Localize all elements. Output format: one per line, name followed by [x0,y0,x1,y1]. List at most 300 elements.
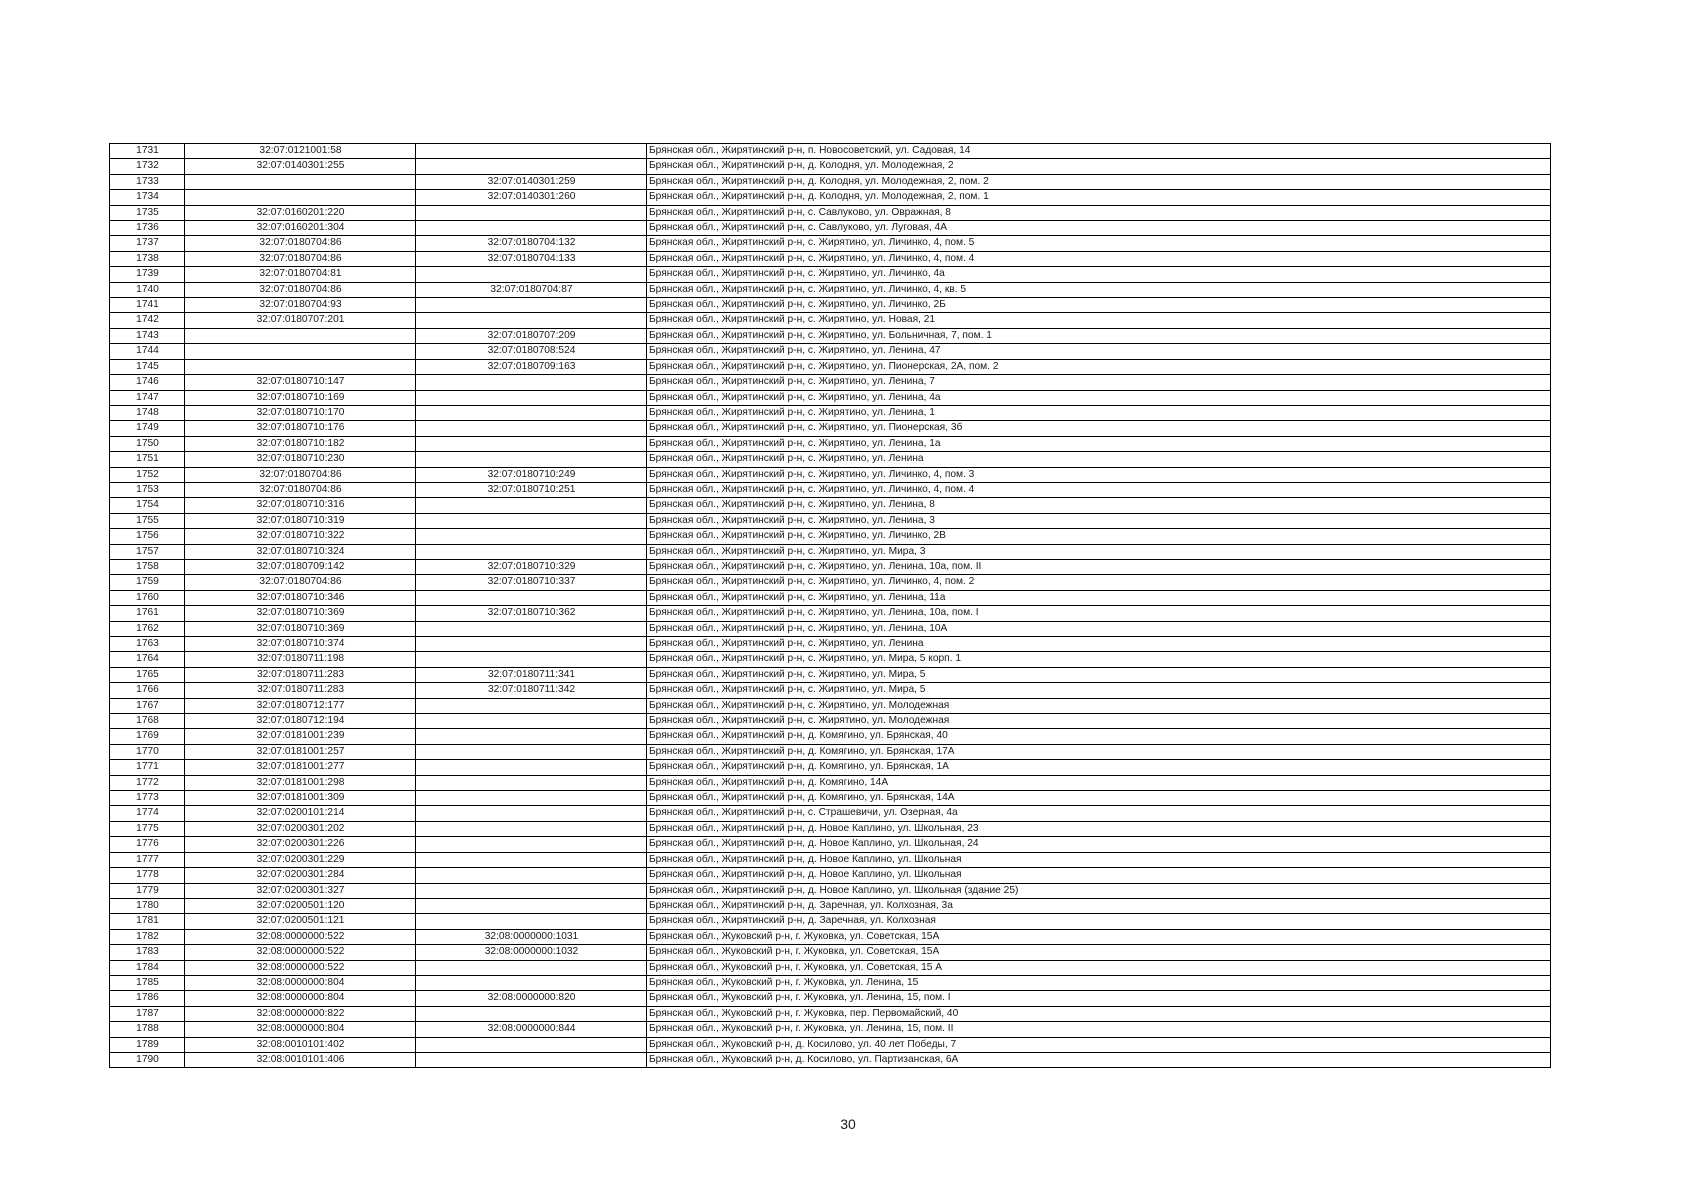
cadastral-number-cell: 32:07:0181001:298 [185,775,416,790]
address-cell: Брянская обл., Жирятинский р-н, с. Жирятино, ул. Личинко, 4, пом. 4 [647,482,1551,497]
address-cell: Брянская обл., Жирятинский р-н, с. Жирятино, ул. Ленина, 7 [647,375,1551,390]
row-number-cell: 1768 [110,714,185,729]
row-number-cell: 1789 [110,1037,185,1052]
cadastral-number-cell: 32:07:0180712:177 [185,698,416,713]
row-number-cell: 1734 [110,190,185,205]
sub-cadastral-number-cell [416,806,647,821]
address-cell: Брянская обл., Жирятинский р-н, с. Жирятино, ул. Личинко, 4, кв. 5 [647,282,1551,297]
cadastral-number-cell: 32:07:0200301:284 [185,868,416,883]
row-number-cell: 1773 [110,791,185,806]
table-row [110,544,1551,559]
address-cell: Брянская обл., Жуковский р-н, д. Косилово, ул. 40 лет Победы, 7 [647,1037,1551,1052]
table-row [110,606,1551,621]
cadastral-number-cell: 32:07:0160201:304 [185,221,416,236]
row-number-cell: 1767 [110,698,185,713]
address-cell: Брянская обл., Жирятинский р-н, с. Жирятино, ул. Ленина, 10а, пом. II [647,559,1551,574]
address-cell: Брянская обл., Жирятинский р-н, с. Жирятино, ул. Мира, 3 [647,544,1551,559]
sub-cadastral-number-cell [416,529,647,544]
address-cell: Брянская обл., Жирятинский р-н, с. Жирятино, ул. Больничная, 7, пом. 1 [647,328,1551,343]
cadastral-number-cell: 32:07:0180710:374 [185,637,416,652]
registry-table [109,143,1551,1068]
table-row [110,929,1551,944]
cadastral-number-cell: 32:07:0180711:198 [185,652,416,667]
address-cell: Брянская обл., Жирятинский р-н, с. Жирятино, ул. Ленина, 8 [647,498,1551,513]
table-row [110,190,1551,205]
table-row [110,975,1551,990]
table-row [110,344,1551,359]
row-number-cell: 1737 [110,236,185,251]
row-number-cell: 1761 [110,606,185,621]
cadastral-number-cell: 32:07:0180710:169 [185,390,416,405]
table-row [110,991,1551,1006]
row-number-cell: 1774 [110,806,185,821]
row-number-cell: 1786 [110,991,185,1006]
table-row [110,452,1551,467]
cadastral-number-cell: 32:07:0180710:182 [185,436,416,451]
address-cell: Брянская обл., Жирятинский р-н, с. Жирятино, ул. Новая, 21 [647,313,1551,328]
table-row [110,821,1551,836]
cadastral-number-cell: 32:07:0180710:369 [185,621,416,636]
sub-cadastral-number-cell [416,975,647,990]
cadastral-number-cell: 32:07:0200501:120 [185,898,416,913]
row-number-cell: 1751 [110,452,185,467]
table-row [110,144,1551,159]
row-number-cell: 1785 [110,975,185,990]
table-row [110,683,1551,698]
cadastral-number-cell: 32:07:0180710:170 [185,405,416,420]
row-number-cell: 1776 [110,837,185,852]
cadastral-number-cell: 32:08:0010101:406 [185,1052,416,1067]
row-number-cell: 1787 [110,1006,185,1021]
table-row [110,421,1551,436]
address-cell: Брянская обл., Жуковский р-н, д. Косилово, ул. Партизанская, 6А [647,1052,1551,1067]
sub-cadastral-number-cell: 32:07:0180710:337 [416,575,647,590]
address-cell: Брянская обл., Жирятинский р-н, п. Новосоветский, ул. Садовая, 14 [647,144,1551,159]
sub-cadastral-number-cell: 32:07:0180710:362 [416,606,647,621]
row-number-cell: 1763 [110,637,185,652]
row-number-cell: 1769 [110,729,185,744]
row-number-cell: 1752 [110,467,185,482]
address-cell: Брянская обл., Жирятинский р-н, д. Комягино, ул. Брянская, 1А [647,760,1551,775]
row-number-cell: 1739 [110,267,185,282]
address-cell: Брянская обл., Жирятинский р-н, с. Жирятино, ул. Личинко, 4, пом. 3 [647,467,1551,482]
table-row [110,529,1551,544]
address-cell: Брянская обл., Жирятинский р-н, с. Жирятино, ул. Личинко, 2Б [647,298,1551,313]
table-row [110,883,1551,898]
cadastral-number-cell: 32:07:0180710:147 [185,375,416,390]
sub-cadastral-number-cell [416,637,647,652]
sub-cadastral-number-cell [416,760,647,775]
table-row [110,714,1551,729]
sub-cadastral-number-cell [416,590,647,605]
cadastral-number-cell: 32:07:0180710:230 [185,452,416,467]
address-cell: Брянская обл., Жирятинский р-н, с. Жирятино, ул. Ленина, 1 [647,405,1551,420]
table-row [110,313,1551,328]
table-row [110,791,1551,806]
table-row [110,667,1551,682]
address-cell: Брянская обл., Жирятинский р-н, с. Савлуково, ул. Луговая, 4А [647,221,1551,236]
sub-cadastral-number-cell [416,729,647,744]
cadastral-number-cell: 32:07:0181001:239 [185,729,416,744]
sub-cadastral-number-cell [416,714,647,729]
row-number-cell: 1777 [110,852,185,867]
cadastral-number-cell: 32:07:0200501:121 [185,914,416,929]
sub-cadastral-number-cell [416,652,647,667]
row-number-cell: 1783 [110,945,185,960]
address-cell: Брянская обл., Жирятинский р-н, с. Жирятино, ул. Мира, 5 [647,667,1551,682]
table-row [110,298,1551,313]
table-row [110,590,1551,605]
address-cell: Брянская обл., Жирятинский р-н, с. Жирятино, ул. Ленина, 11а [647,590,1551,605]
table-row [110,852,1551,867]
cadastral-number-cell: 32:08:0000000:804 [185,991,416,1006]
sub-cadastral-number-cell [416,1006,647,1021]
table-row [110,806,1551,821]
table-row [110,652,1551,667]
address-cell: Брянская обл., Жирятинский р-н, с. Жирятино, ул. Мира, 5 корп. 1 [647,652,1551,667]
cadastral-number-cell: 32:07:0180704:86 [185,467,416,482]
table-row [110,159,1551,174]
address-cell: Брянская обл., Жирятинский р-н, с. Жирятино, ул. Ленина, 4а [647,390,1551,405]
sub-cadastral-number-cell: 32:07:0180710:329 [416,559,647,574]
table-row [110,482,1551,497]
address-cell: Брянская обл., Жуковский р-н, г. Жуковка, ул. Советская, 15 А [647,960,1551,975]
page-number: 30 [840,1116,856,1132]
table-row [110,390,1551,405]
cadastral-number-cell: 32:07:0180709:142 [185,559,416,574]
row-number-cell: 1775 [110,821,185,836]
table-row [110,945,1551,960]
row-number-cell: 1755 [110,513,185,528]
sub-cadastral-number-cell [416,452,647,467]
table-row [110,282,1551,297]
table-row [110,837,1551,852]
row-number-cell: 1758 [110,559,185,574]
sub-cadastral-number-cell: 32:07:0180710:251 [416,482,647,497]
table-row [110,236,1551,251]
cadastral-number-cell: 32:07:0180710:319 [185,513,416,528]
table-row [110,467,1551,482]
cadastral-number-cell: 32:07:0180710:176 [185,421,416,436]
table-row [110,960,1551,975]
cadastral-number-cell: 32:07:0180704:86 [185,482,416,497]
cadastral-number-cell: 32:07:0180710:324 [185,544,416,559]
sub-cadastral-number-cell [416,852,647,867]
cadastral-number-cell: 32:07:0140301:255 [185,159,416,174]
sub-cadastral-number-cell [416,144,647,159]
row-number-cell: 1771 [110,760,185,775]
table-row [110,775,1551,790]
row-number-cell: 1746 [110,375,185,390]
table-row [110,868,1551,883]
cadastral-number-cell: 32:07:0181001:277 [185,760,416,775]
address-cell: Брянская обл., Жирятинский р-н, с. Жирятино, ул. Личинко, 2В [647,529,1551,544]
sub-cadastral-number-cell [416,436,647,451]
row-number-cell: 1779 [110,883,185,898]
address-cell: Брянская обл., Жирятинский р-н, д. Новое Каплино, ул. Школьная (здание 25) [647,883,1551,898]
cadastral-number-cell: 32:07:0180711:283 [185,683,416,698]
sub-cadastral-number-cell [416,883,647,898]
sub-cadastral-number-cell [416,267,647,282]
cadastral-number-cell [185,174,416,189]
registry-table-body [110,144,1551,1068]
address-cell: Брянская обл., Жирятинский р-н, д. Новое Каплино, ул. Школьная [647,868,1551,883]
sub-cadastral-number-cell [416,205,647,220]
table-row [110,251,1551,266]
sub-cadastral-number-cell [416,1037,647,1052]
table-row [110,205,1551,220]
sub-cadastral-number-cell [416,914,647,929]
table-row [110,498,1551,513]
cadastral-number-cell: 32:07:0160201:220 [185,205,416,220]
row-number-cell: 1772 [110,775,185,790]
address-cell: Брянская обл., Жирятинский р-н, д. Комягино, ул. Брянская, 17А [647,744,1551,759]
cadastral-number-cell: 32:07:0200101:214 [185,806,416,821]
row-number-cell: 1733 [110,174,185,189]
sub-cadastral-number-cell: 32:07:0180711:342 [416,683,647,698]
cadastral-number-cell: 32:08:0010101:402 [185,1037,416,1052]
address-cell: Брянская обл., Жирятинский р-н, с. Жирятино, ул. Ленина [647,452,1551,467]
table-row [110,914,1551,929]
row-number-cell: 1784 [110,960,185,975]
cadastral-number-cell: 32:07:0200301:229 [185,852,416,867]
table-row [110,1006,1551,1021]
cadastral-number-cell: 32:08:0000000:522 [185,929,416,944]
address-cell: Брянская обл., Жирятинский р-н, с. Страшевичи, ул. Озерная, 4а [647,806,1551,821]
sub-cadastral-number-cell [416,821,647,836]
sub-cadastral-number-cell: 32:07:0180707:209 [416,328,647,343]
address-cell: Брянская обл., Жирятинский р-н, с. Жирятино, ул. Молодежная [647,698,1551,713]
row-number-cell: 1749 [110,421,185,436]
cadastral-number-cell [185,359,416,374]
cadastral-number-cell: 32:07:0200301:202 [185,821,416,836]
sub-cadastral-number-cell [416,375,647,390]
cadastral-number-cell: 32:08:0000000:822 [185,1006,416,1021]
sub-cadastral-number-cell [416,837,647,852]
sub-cadastral-number-cell [416,1052,647,1067]
table-row [110,1037,1551,1052]
sub-cadastral-number-cell: 32:07:0140301:260 [416,190,647,205]
row-number-cell: 1759 [110,575,185,590]
sub-cadastral-number-cell [416,698,647,713]
cadastral-number-cell: 32:07:0180704:86 [185,575,416,590]
row-number-cell: 1742 [110,313,185,328]
cadastral-number-cell: 32:07:0181001:309 [185,791,416,806]
cadastral-number-cell: 32:07:0180704:86 [185,282,416,297]
address-cell: Брянская обл., Жирятинский р-н, с. Жирятино, ул. Ленина, 3 [647,513,1551,528]
cadastral-number-cell: 32:08:0000000:522 [185,945,416,960]
address-cell: Брянская обл., Жирятинский р-н, д. Комягино, ул. Брянская, 40 [647,729,1551,744]
address-cell: Брянская обл., Жуковский р-н, г. Жуковка, ул. Ленина, 15 [647,975,1551,990]
cadastral-number-cell: 32:07:0180704:81 [185,267,416,282]
row-number-cell: 1745 [110,359,185,374]
table-row [110,637,1551,652]
table-row [110,359,1551,374]
row-number-cell: 1760 [110,590,185,605]
table-row [110,621,1551,636]
table-row [110,221,1551,236]
address-cell: Брянская обл., Жирятинский р-н, д. Комягино, ул. Брянская, 14А [647,791,1551,806]
table-row [110,436,1551,451]
table-row [110,760,1551,775]
address-cell: Брянская обл., Жирятинский р-н, с. Жирятино, ул. Ленина, 10а, пом. I [647,606,1551,621]
sub-cadastral-number-cell: 32:07:0140301:259 [416,174,647,189]
row-number-cell: 1765 [110,667,185,682]
sub-cadastral-number-cell [416,221,647,236]
cadastral-number-cell: 32:07:0180712:194 [185,714,416,729]
sub-cadastral-number-cell [416,868,647,883]
row-number-cell: 1788 [110,1022,185,1037]
cadastral-number-cell: 32:07:0180710:316 [185,498,416,513]
table-row [110,174,1551,189]
address-cell: Брянская обл., Жирятинский р-н, с. Жирятино, ул. Пионерская, 2А, пом. 2 [647,359,1551,374]
cadastral-number-cell: 32:07:0180704:93 [185,298,416,313]
address-cell: Брянская обл., Жирятинский р-н, д. Колодня, ул. Молодежная, 2, пом. 1 [647,190,1551,205]
table-row [110,729,1551,744]
address-cell: Брянская обл., Жуковский р-н, г. Жуковка, ул. Советская, 15А [647,945,1551,960]
sub-cadastral-number-cell: 32:07:0180704:133 [416,251,647,266]
row-number-cell: 1747 [110,390,185,405]
address-cell: Брянская обл., Жирятинский р-н, д. Колодня, ул. Молодежная, 2, пом. 2 [647,174,1551,189]
address-cell: Брянская обл., Жирятинский р-н, с. Жирятино, ул. Пионерская, 3б [647,421,1551,436]
sub-cadastral-number-cell [416,159,647,174]
sub-cadastral-number-cell [416,744,647,759]
row-number-cell: 1743 [110,328,185,343]
row-number-cell: 1790 [110,1052,185,1067]
address-cell: Брянская обл., Жирятинский р-н, с. Жирятино, ул. Личинко, 4, пом. 4 [647,251,1551,266]
sub-cadastral-number-cell: 32:07:0180704:132 [416,236,647,251]
cadastral-number-cell: 32:07:0200301:226 [185,837,416,852]
row-number-cell: 1740 [110,282,185,297]
address-cell: Брянская обл., Жирятинский р-н, с. Савлуково, ул. Овражная, 8 [647,205,1551,220]
sub-cadastral-number-cell [416,498,647,513]
sub-cadastral-number-cell: 32:08:0000000:820 [416,991,647,1006]
address-cell: Брянская обл., Жирятинский р-н, с. Жирятино, ул. Личинко, 4, пом. 5 [647,236,1551,251]
cadastral-number-cell: 32:07:0181001:257 [185,744,416,759]
address-cell: Брянская обл., Жирятинский р-н, д. Комягино, 14А [647,775,1551,790]
address-cell: Брянская обл., Жирятинский р-н, с. Жирятино, ул. Ленина, 10А [647,621,1551,636]
sub-cadastral-number-cell [416,960,647,975]
address-cell: Брянская обл., Жуковский р-н, г. Жуковка, ул. Ленина, 15, пом. II [647,1022,1551,1037]
address-cell: Брянская обл., Жирятинский р-н, д. Заречная, ул. Колхозная [647,914,1551,929]
address-cell: Брянская обл., Жирятинский р-н, д. Новое Каплино, ул. Школьная, 23 [647,821,1551,836]
sub-cadastral-number-cell: 32:08:0000000:1031 [416,929,647,944]
row-number-cell: 1741 [110,298,185,313]
table-row [110,698,1551,713]
sub-cadastral-number-cell [416,898,647,913]
cadastral-number-cell: 32:07:0180711:283 [185,667,416,682]
address-cell: Брянская обл., Жирятинский р-н, д. Колодня, ул. Молодежная, 2 [647,159,1551,174]
row-number-cell: 1754 [110,498,185,513]
row-number-cell: 1744 [110,344,185,359]
row-number-cell: 1778 [110,868,185,883]
sub-cadastral-number-cell: 32:07:0180710:249 [416,467,647,482]
address-cell: Брянская обл., Жуковский р-н, г. Жуковка, ул. Советская, 15А [647,929,1551,944]
row-number-cell: 1732 [110,159,185,174]
row-number-cell: 1766 [110,683,185,698]
table-row [110,559,1551,574]
address-cell: Брянская обл., Жуковский р-н, г. Жуковка, пер. Первомайский, 40 [647,1006,1551,1021]
cadastral-number-cell: 32:08:0000000:804 [185,975,416,990]
address-cell: Брянская обл., Жирятинский р-н, д. Заречная, ул. Колхозная, 3а [647,898,1551,913]
address-cell: Брянская обл., Жирятинский р-н, с. Жирятино, ул. Мира, 5 [647,683,1551,698]
address-cell: Брянская обл., Жирятинский р-н, д. Новое Каплино, ул. Школьная [647,852,1551,867]
sub-cadastral-number-cell: 32:07:0180709:163 [416,359,647,374]
cadastral-number-cell: 32:07:0180710:369 [185,606,416,621]
sub-cadastral-number-cell [416,775,647,790]
table-row [110,744,1551,759]
address-cell: Брянская обл., Жуковский р-н, г. Жуковка, ул. Ленина, 15, пом. I [647,991,1551,1006]
sub-cadastral-number-cell [416,405,647,420]
table-row [110,513,1551,528]
sub-cadastral-number-cell [416,544,647,559]
sub-cadastral-number-cell: 32:08:0000000:844 [416,1022,647,1037]
row-number-cell: 1762 [110,621,185,636]
cadastral-number-cell: 32:08:0000000:522 [185,960,416,975]
row-number-cell: 1750 [110,436,185,451]
sub-cadastral-number-cell [416,313,647,328]
row-number-cell: 1753 [110,482,185,497]
row-number-cell: 1764 [110,652,185,667]
cadastral-number-cell: 32:07:0180704:86 [185,251,416,266]
address-cell: Брянская обл., Жирятинский р-н, с. Жирятино, ул. Личинко, 4, пом. 2 [647,575,1551,590]
sub-cadastral-number-cell: 32:07:0180711:341 [416,667,647,682]
row-number-cell: 1781 [110,914,185,929]
cadastral-number-cell: 32:07:0180710:322 [185,529,416,544]
address-cell: Брянская обл., Жирятинский р-н, с. Жирятино, ул. Ленина, 47 [647,344,1551,359]
sub-cadastral-number-cell [416,621,647,636]
row-number-cell: 1782 [110,929,185,944]
cadastral-number-cell: 32:07:0180710:346 [185,590,416,605]
table-row [110,1052,1551,1067]
row-number-cell: 1757 [110,544,185,559]
row-number-cell: 1770 [110,744,185,759]
row-number-cell: 1731 [110,144,185,159]
table-row [110,267,1551,282]
table-row [110,1022,1551,1037]
sub-cadastral-number-cell: 32:07:0180708:524 [416,344,647,359]
sub-cadastral-number-cell [416,298,647,313]
cadastral-number-cell [185,344,416,359]
sub-cadastral-number-cell [416,421,647,436]
row-number-cell: 1756 [110,529,185,544]
cadastral-number-cell: 32:07:0200301:327 [185,883,416,898]
cadastral-number-cell: 32:07:0180704:86 [185,236,416,251]
row-number-cell: 1736 [110,221,185,236]
cadastral-number-cell: 32:07:0121001:58 [185,144,416,159]
cadastral-number-cell: 32:08:0000000:804 [185,1022,416,1037]
row-number-cell: 1780 [110,898,185,913]
row-number-cell: 1738 [110,251,185,266]
address-cell: Брянская обл., Жирятинский р-н, с. Жирятино, ул. Личинко, 4а [647,267,1551,282]
table-row [110,898,1551,913]
sub-cadastral-number-cell: 32:07:0180704:87 [416,282,647,297]
address-cell: Брянская обл., Жирятинский р-н, с. Жирятино, ул. Ленина [647,637,1551,652]
sub-cadastral-number-cell [416,791,647,806]
sub-cadastral-number-cell [416,513,647,528]
address-cell: Брянская обл., Жирятинский р-н, д. Новое Каплино, ул. Школьная, 24 [647,837,1551,852]
table-row [110,575,1551,590]
row-number-cell: 1735 [110,205,185,220]
cadastral-number-cell: 32:07:0180707:201 [185,313,416,328]
cadastral-number-cell [185,328,416,343]
table-row [110,328,1551,343]
address-cell: Брянская обл., Жирятинский р-н, с. Жирятино, ул. Ленина, 1а [647,436,1551,451]
sub-cadastral-number-cell: 32:08:0000000:1032 [416,945,647,960]
sub-cadastral-number-cell [416,390,647,405]
table-row [110,405,1551,420]
row-number-cell: 1748 [110,405,185,420]
